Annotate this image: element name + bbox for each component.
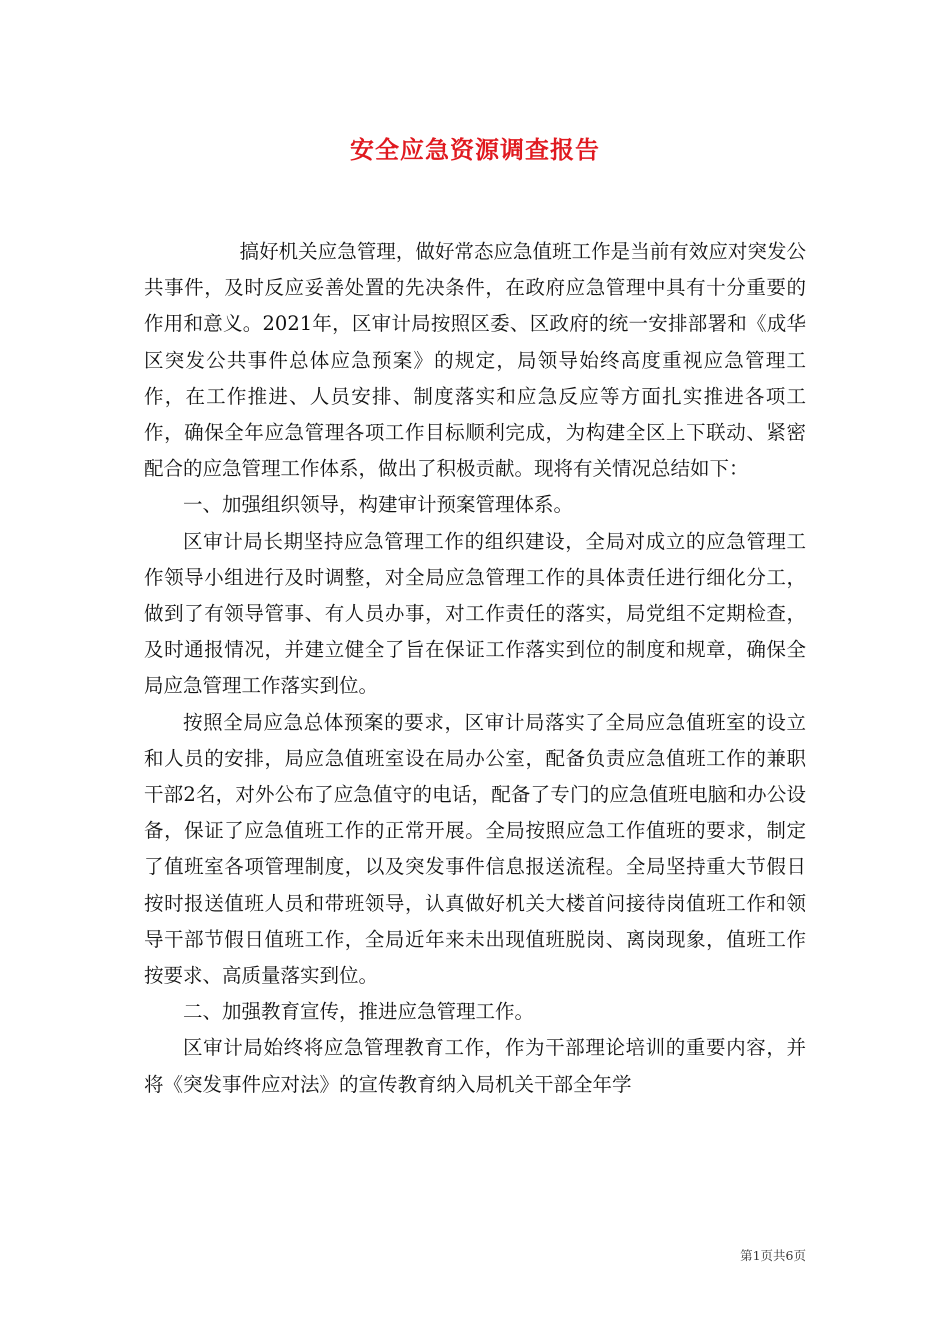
- document-body: [144, 234, 806, 1103]
- page-number: 第1页共6页: [740, 1248, 806, 1263]
- paragraph-intro: 搞好机关应急管理，做好常态应急值班工作是当前有效应对突发公共事件，及时反应妥善处置的先决条件，在政府应急管理中具有十分重要的作用和意义。2021年，区审计局按照区委、区政府的统一安排部署和《成华区突发公共事件总体应急预案》的规定，局领导始终高度重视应急管理工作，在工作推进、人员安排、制度落实和应急反应等方面扎实推进各项工作，确保全年应急管理各项工作目标顺利完成，为构建全区上下联动、紧密配合的应急管理工作体系，做出了积极贡献。现将有关情况总结如下：: [144, 240, 806, 481]
- paragraph-duty-room: 按照全局应急总体预案的要求，区审计局落实了全局应急值班室的设立和人员的安排，局应急值班室设在局办公室，配备负责应急值班工作的兼职干部2名，对外公布了应急值守的电话，配备了专门的应急值班电脑和办公设备，保证了应急值班工作的正常开展。全局按照应急工作值班的要求，制定了值班室各项管理制度，以及突发事件信息报送流程。全局坚持重大节假日按时报送值班人员和带班领导，认真做好机关大楼首问接待岗值班工作和领导干部节假日值班工作，全局近年来未出现值班脱岗、离岗现象，值班工作按要求、高质量落实到位。: [144, 710, 806, 988]
- paragraph-organization: 区审计局长期坚持应急管理工作的组织建设，全局对成立的应急管理工作领导小组进行及时调整，对全局应急管理工作的具体责任进行细化分工，做到了有领导管事、有人员办事，对工作责任的落实，局党组不定期检查，及时通报情况，并建立健全了旨在保证工作落实到位的制度和规章，确保全局应急管理工作落实到位。: [144, 529, 806, 698]
- section-heading-1: 一、加强组织领导，构建审计预案管理体系。: [183, 493, 574, 517]
- document-title: 安全应急资源调查报告: [350, 135, 600, 164]
- section-heading-2: 二、加强教育宣传，推进应急管理工作。: [183, 1000, 535, 1024]
- paragraph-education: 区审计局始终将应急管理教育工作，作为干部理论培训的重要内容，并将《突发事件应对法》的宣传教育纳入局机关干部全年学: [144, 1036, 806, 1096]
